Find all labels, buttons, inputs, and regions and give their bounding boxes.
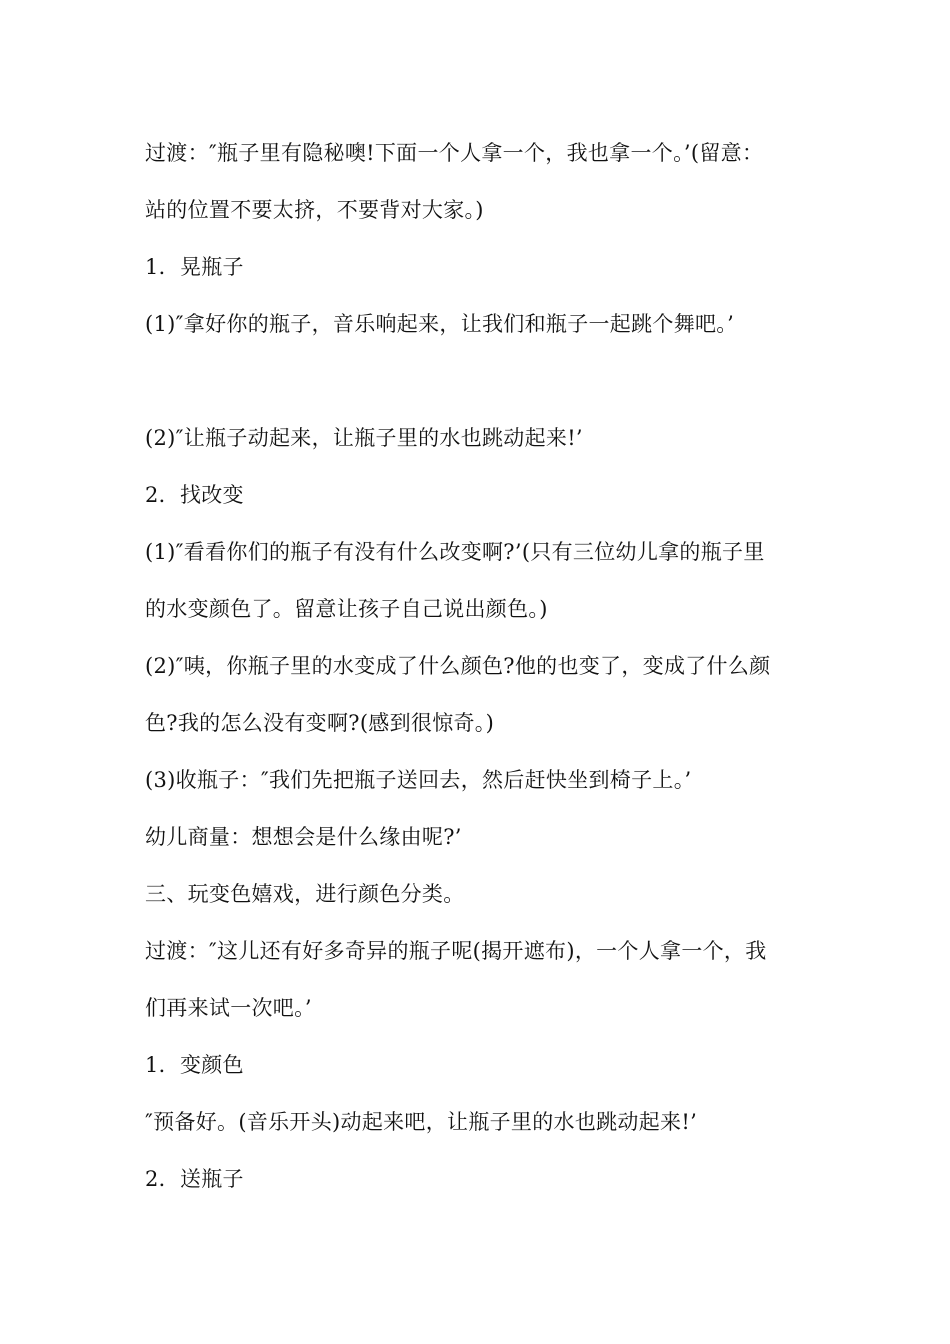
text-line: 色?我的怎么没有变啊?(感到很惊奇。) — [145, 711, 495, 735]
text-line: 站的位置不要太挤，不要背对大家。) — [145, 198, 484, 222]
text-line: (2)″让瓶子动起来，让瓶子里的水也跳动起来!’ — [145, 426, 583, 450]
text-line: (3)收瓶子：″我们先把瓶子送回去，然后赶快坐到椅子上。’ — [145, 768, 692, 792]
text-line: (1)″拿好你的瓶子，音乐响起来，让我们和瓶子一起跳个舞吧。’ — [145, 312, 735, 336]
text-line: 们再来试一次吧。’ — [145, 996, 312, 1020]
text-line: ″预备好。(音乐开头)动起来吧，让瓶子里的水也跳动起来!’ — [145, 1110, 698, 1134]
text-line: 幼儿商量：想想会是什么缘由呢?’ — [145, 825, 462, 849]
text-line: 2．找改变 — [145, 483, 244, 507]
text-line: 1．晃瓶子 — [145, 255, 244, 279]
text-line: (1)″看看你们的瓶子有没有什么改变啊?’(只有三位幼儿拿的瓶子里 — [145, 540, 765, 564]
text-line: 2．送瓶子 — [145, 1167, 244, 1191]
section-heading: 三、玩变色嬉戏，进行颜色分类。 — [145, 882, 465, 906]
text-line: 过渡：″这儿还有好多奇异的瓶子呢(揭开遮布)，一个人拿一个，我 — [145, 939, 767, 963]
text-line: 过渡：″瓶子里有隐秘噢!下面一个人拿一个，我也拿一个。’(留意： — [145, 141, 764, 165]
text-line: (2)″咦，你瓶子里的水变成了什么颜色?他的也变了，变成了什么颜 — [145, 654, 771, 678]
text-line: 1．变颜色 — [145, 1053, 244, 1077]
text-line: 的水变颜色了。留意让孩子自己说出颜色。) — [145, 597, 548, 621]
